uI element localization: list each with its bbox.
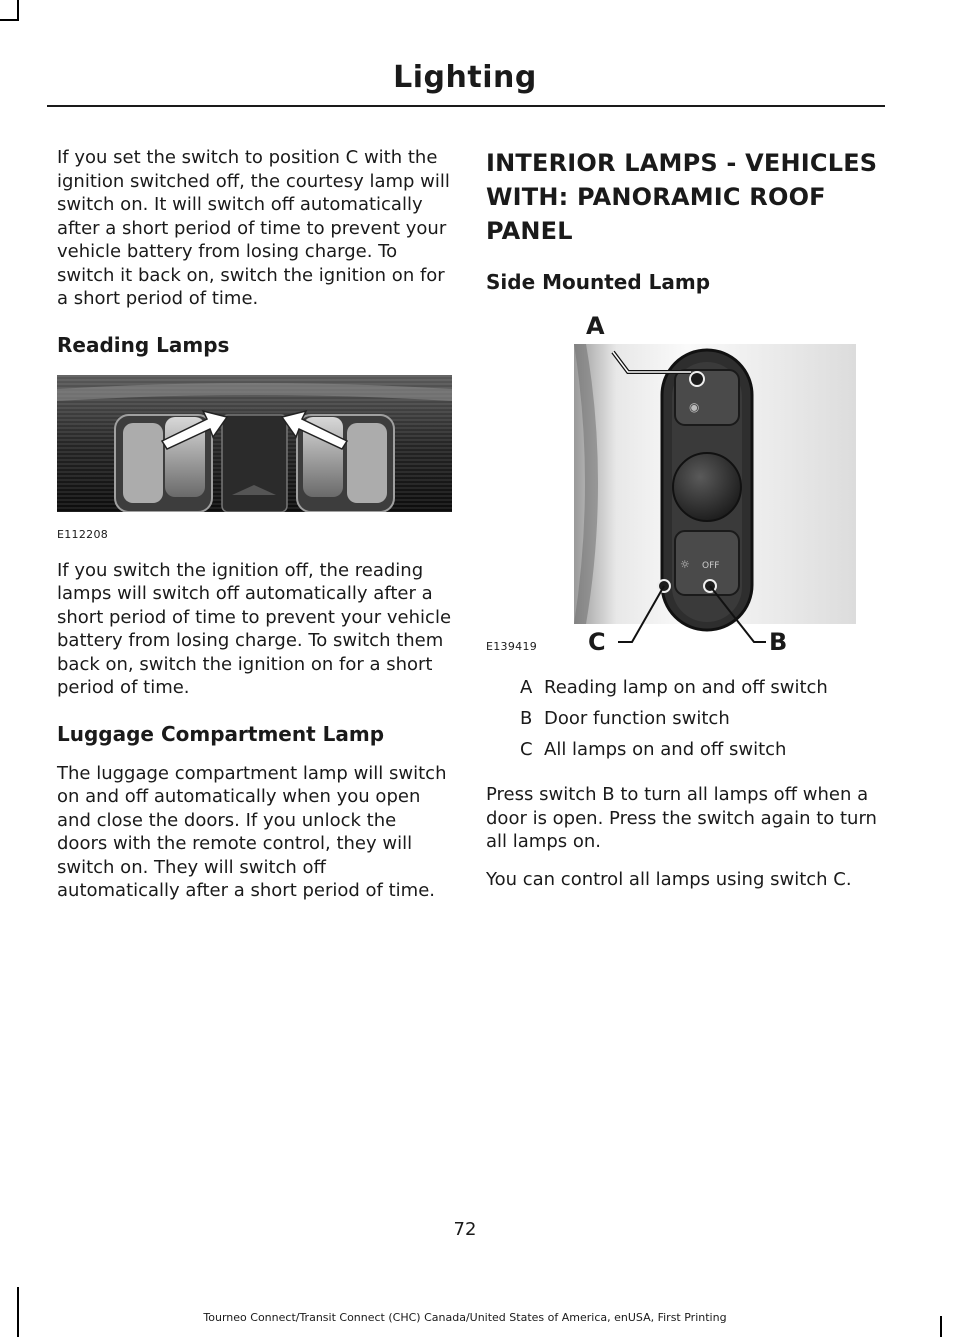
legend-value: Door function switch — [544, 708, 730, 729]
callout-label-c: C — [588, 628, 606, 656]
svg-text:◉: ◉ — [689, 400, 700, 414]
page-header-title: Lighting — [393, 60, 537, 95]
svg-text:OFF: OFF — [702, 561, 720, 571]
reading-lamps-heading: Reading Lamps — [57, 332, 230, 357]
overhead-console-illustration — [57, 375, 452, 512]
side-lamp-figure — [486, 312, 881, 672]
right-column — [486, 146, 881, 891]
switch-c-paragraph: You can control all lamps using switch C. — [486, 868, 852, 890]
legend-item — [486, 738, 881, 769]
legend-item — [486, 676, 881, 707]
legend-list — [486, 676, 881, 769]
legend-item — [486, 707, 881, 738]
crop-mark — [0, 19, 19, 21]
legend-value: All lamps on and off switch — [544, 739, 787, 760]
svg-text:☼: ☼ — [680, 558, 690, 571]
reading-lamps-paragraph: If you switch the ignition off, the reading lamps will switch off automatically after a short period of time to prevent your vehicle battery from losing charge. To switch them back on, switch the ignition on for a short period of time. — [57, 559, 452, 698]
figure-id: E139419 — [486, 640, 538, 653]
callout-label-b: B — [769, 628, 788, 656]
switch-b-paragraph: Press switch B to turn all lamps off when a door is open. Press the switch again to turn all lamps on. — [486, 784, 877, 852]
callout-label-a: A — [586, 312, 605, 340]
side-mounted-lamp-heading: Side Mounted Lamp — [486, 270, 711, 294]
switch-panel-illustration — [486, 312, 881, 672]
crop-mark — [17, 0, 19, 20]
reading-lamps-figure — [57, 375, 452, 512]
page-footer: Tourneo Connect/Transit Connect (CHC) Canada/United States of America, enUSA, First Printing — [203, 1311, 727, 1324]
luggage-lamp-paragraph: The luggage compartment lamp will switch on and off automatically when you open and close the doors. If you unlock the doors with the remote control, they will switch on. They will switch off automatically after a short period of time. — [57, 762, 447, 901]
figure-id: E112208 — [57, 527, 109, 541]
header-divider — [47, 105, 885, 107]
luggage-lamp-heading: Luggage Compartment Lamp — [57, 721, 385, 746]
courtesy-lamp-paragraph: If you set the switch to position C with the ignition switched off, the courtesy lamp will switch on. It will switch off automatically after a short period of time to prevent your vehicle battery from losing charge. To switch it back on, switch the ignition on for a short period of time. — [57, 147, 450, 309]
crop-mark — [940, 1316, 942, 1337]
section-title: INTERIOR LAMPS - VEHICLES WITH: PANORAMIC ROOF PANEL — [486, 149, 878, 245]
legend-key: B — [520, 708, 533, 729]
page-number: 72 — [453, 1219, 477, 1240]
legend-key: C — [520, 739, 533, 760]
legend-value: Reading lamp on and off switch — [544, 677, 828, 698]
legend-key: A — [520, 677, 533, 698]
left-column — [57, 146, 452, 903]
